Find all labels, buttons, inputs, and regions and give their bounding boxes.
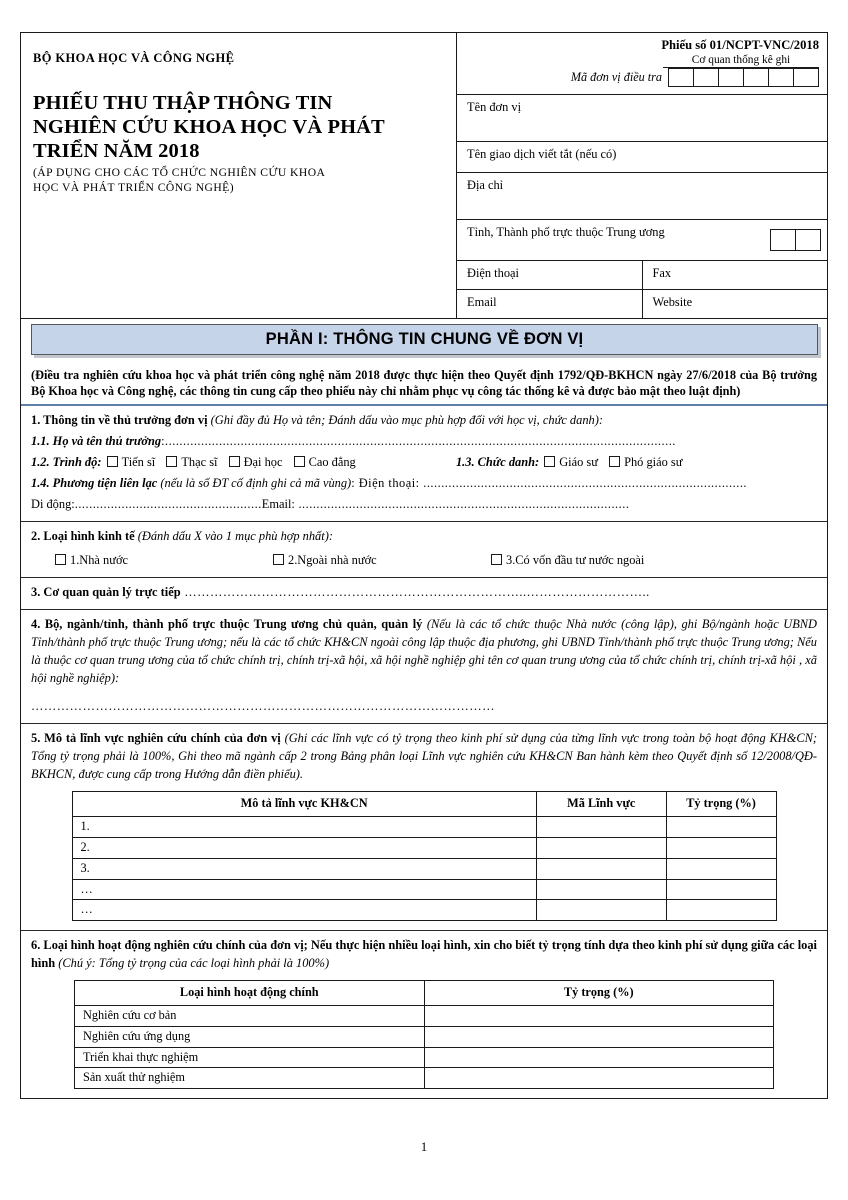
cell-activity-weight[interactable] [424,1005,774,1026]
degree-option-cao-dang[interactable] [292,454,356,472]
form-subtitle [33,166,451,195]
rank-option-label: Phó giáo sư [624,455,683,470]
section-3-heading [31,584,817,602]
unit-code-box[interactable] [793,68,819,87]
rank-option-label: Giáo sư [559,455,598,470]
degree-option-label: Cao đẳng [308,455,356,470]
section-6 [21,931,827,1098]
section-2-heading [31,528,817,546]
unit-fax-field[interactable] [643,261,828,289]
mobile-label: Di động: [31,497,75,512]
economic-option-foreign[interactable] [489,552,644,570]
unit-fax-label: Fax [652,266,672,280]
phone-fax-row [457,260,827,289]
page-number: 1 [420,1140,428,1154]
unit-code-row [457,68,827,94]
email-label: Email: [261,497,295,512]
economic-option-state[interactable] [53,552,271,570]
research-fields-table-body [72,817,776,921]
cell-field-description[interactable]: … [72,879,536,900]
table-row[interactable] [75,1068,774,1089]
email-website-row [457,289,827,318]
checkbox-icon[interactable] [491,554,502,565]
table-header-row [75,981,774,1006]
degree-option-label: Đại học [243,455,283,470]
province-code-box[interactable] [770,229,796,251]
col-field-description: Mô tả lĩnh vực KH&CN [72,792,536,817]
item-1-4-note: (nếu là số ĐT cố định ghi cả mã vùng) [160,476,352,491]
cell-activity-type: Nghiên cứu cơ bản [75,1005,425,1026]
section-4-answer-line[interactable] [31,698,817,716]
degree-option-thac-si[interactable] [164,454,217,472]
item-1-4-phone-dots: : Điện thoại: .......................................................................................... [351,476,748,491]
cell-field-code[interactable] [536,879,666,900]
form-frame [20,32,828,1099]
col-field-code: Mã Lĩnh vực [536,792,666,817]
unit-name-label: Tên đơn vị [467,100,522,114]
checkbox-icon[interactable] [107,456,118,467]
part1-banner [31,324,818,355]
email-dots: ............................................................................................ [294,497,630,512]
header-right-column [456,33,827,318]
unit-code-boxes[interactable] [668,68,819,87]
unit-code-box[interactable] [743,68,769,87]
section-5 [21,724,827,931]
activity-types-table-body [75,1005,774,1088]
form-number: Phiếu số 01/NCPT-VNC/2018 [661,38,819,52]
section-5-note: (Ghi các lĩnh vực có tỷ trọng theo kinh phí sử dụng của từng lĩnh vực trong toàn bộ hoạt động KH&CN; Tổng tỷ trọng phải là 100%, Ghi theo mã ngành cấp 2 trong Bảng phân loại Lĩnh vực nghiên cứu KH&CN Ban hành kèm theo Quyết định số 12/2008/QĐ-BKHCN, được cung cấp trong Hướng dẫn điền phiếu). [31,731,817,782]
economic-type-options [31,552,817,570]
research-fields-table [72,791,777,921]
checkbox-icon[interactable] [273,554,284,565]
checkbox-icon[interactable] [294,456,305,467]
unit-address-label: Địa chỉ [467,178,504,192]
unit-short-name-field[interactable] [457,141,827,172]
cell-activity-type: Triển khai thực nghiệm [75,1047,425,1068]
cell-field-code[interactable] [536,817,666,838]
cell-field-code[interactable] [536,900,666,921]
checkbox-icon[interactable] [166,456,177,467]
item-1-2-label: 1.2. Trình độ: [31,455,102,470]
table-row[interactable] [72,817,776,838]
col-activity-weight: Tỷ trọng (%) [424,981,774,1006]
section-3[interactable] [21,578,827,610]
form-title-line-1: PHIẾU THU THẬP THÔNG TIN [33,92,333,114]
checkbox-icon[interactable] [55,554,66,565]
rank-option-pho-giao-su[interactable] [607,454,682,472]
part1-banner-label: PHẦN I: THÔNG TIN CHUNG VỀ ĐƠN VỊ [265,330,584,348]
table-row[interactable] [75,1026,774,1047]
item-1-1-dots: :.............................................................................................................................................. [161,434,676,449]
table-row[interactable] [72,879,776,900]
unit-website-label: Website [652,295,693,309]
section-2-title: 2. Loại hình kinh tế [31,529,135,544]
part1-banner-wrap [21,319,827,363]
degree-option-label: Thạc sĩ [181,455,218,470]
economic-option-label: 3.Có vốn đầu tư nước ngoài [506,553,645,568]
stat-agency-note: Cơ quan thống kê ghi [663,54,819,68]
section-6-note: (Chú ý: Tổng tỷ trọng của các loại hình phải là 100%) [58,956,330,971]
table-row[interactable] [75,1005,774,1026]
unit-code-box[interactable] [768,68,794,87]
section-4-heading [31,616,817,688]
mobile-dots: .................................................... [74,497,262,512]
cell-field-weight[interactable] [666,858,776,879]
cell-field-weight[interactable] [666,900,776,921]
form-title [33,92,451,163]
unit-phone-label: Điện thoại [467,266,519,280]
part1-note: (Điều tra nghiên cứu khoa học và phát triển công nghệ năm 2018 được thực hiện theo Quyết định 1792/QĐ-BKHCN ngày 27/6/2018 của Bộ trưởng Bộ Khoa học và Công nghệ, các thông tin cung cấp theo phiếu này chỉ nhằm phục vụ công tác thống kê và được bảo mật theo luật định) [21,363,827,406]
col-field-weight: Tỷ trọng (%) [666,792,776,817]
cell-field-code[interactable] [536,858,666,879]
section-1-heading [31,412,817,430]
col-activity-type: Loại hình hoạt động chính [75,981,425,1006]
cell-activity-weight[interactable] [424,1026,774,1047]
cell-activity-weight[interactable] [424,1068,774,1089]
item-1-1-label: 1.1. Họ và tên thủ trưởng [31,434,162,449]
cell-activity-type: Nghiên cứu ứng dụng [75,1026,425,1047]
activity-types-table [74,980,774,1089]
table-row[interactable] [72,858,776,879]
form-title-line-3: TRIỂN NĂM 2018 [33,139,200,162]
table-row[interactable] [72,900,776,921]
unit-province-field[interactable] [457,219,827,260]
section-2-note: (Đánh dấu X vào 1 mục phù hợp nhất): [137,529,333,544]
section-1-item-1-4-second[interactable] [31,496,817,514]
item-1-4-label: 1.4. Phương tiện liên lạc [31,476,158,491]
section-4-blank-dots: ……………………………………………………………………………………………… [31,699,496,714]
header-left-column [21,33,457,205]
unit-code-label: Mã đơn vị điều tra [570,70,662,84]
stat-agency-row [457,54,827,68]
item-1-3-label: 1.3. Chức danh: [455,455,540,470]
section-5-heading [31,730,817,784]
unit-code-box[interactable] [693,68,719,87]
checkbox-icon[interactable] [609,456,620,467]
form-subtitle-line-1: (ÁP DỤNG CHO CÁC TỔ CHỨC NGHIÊN CỨU KHOA [33,166,326,180]
section-4 [21,610,827,724]
section-6-heading [31,937,817,973]
section-3-dots: ……………………………………………………………………..……………………….. [180,585,650,600]
economic-option-non-state[interactable] [271,552,489,570]
form-header [21,33,827,319]
cell-activity-weight[interactable] [424,1047,774,1068]
table-row[interactable] [72,837,776,858]
section-1-item-1-1[interactable] [31,433,817,451]
checkbox-icon[interactable] [544,456,555,467]
section-1-note: (Ghi đầy đủ Họ và tên; Đánh dấu vào mục phù hợp đối với học vị, chức danh): [210,413,603,428]
economic-option-label: 1.Nhà nước [70,553,128,568]
form-title-line-2: NGHIÊN CỨU KHOA HỌC VÀ PHÁT [33,115,385,138]
section-4-title: 4. Bộ, ngành/tỉnh, thành phố trực thuộc Trung ương chủ quản, quản lý [31,617,423,632]
province-code-boxes[interactable] [770,229,821,251]
cell-field-description[interactable]: 3. [72,858,536,879]
unit-website-field[interactable] [643,290,828,318]
section-1-title: 1. Thông tin về thủ trưởng đơn vị [31,413,208,428]
cell-activity-type: Sản xuất thử nghiệm [75,1068,425,1089]
section-6-title: 6. Loại hình hoạt động nghiên cứu chính của đơn vị; Nếu thực hiện nhiều loại hình, xin cho biết tỷ trọng tính dựa theo kinh phí sử dụng giữa các loại hình [31,938,817,971]
checkbox-icon[interactable] [229,456,240,467]
cell-field-description[interactable]: 1. [72,817,536,838]
cell-field-description[interactable]: 2. [72,837,536,858]
unit-email-field[interactable] [457,290,643,318]
cell-field-weight[interactable] [666,837,776,858]
section-1-item-1-4[interactable] [31,475,817,493]
rank-option-giao-su[interactable] [542,454,598,472]
table-row[interactable] [75,1047,774,1068]
section-5-title: 5. Mô tả lĩnh vực nghiên cứu chính của đơn vị [31,731,281,746]
section-3-title: 3. Cơ quan quản lý trực tiếp [31,585,181,600]
unit-email-label: Email [467,295,497,309]
ministry-name: BỘ KHOA HỌC VÀ CÔNG NGHỆ [33,51,235,65]
degree-option-label: Tiến sĩ [121,455,156,470]
section-2 [21,522,827,578]
degree-option-dai-hoc[interactable] [227,454,283,472]
section-1-item-1-2-row [31,454,817,472]
unit-province-label: Tỉnh, Thành phố trực thuộc Trung ương [467,225,665,239]
section-4-note: (Nếu là các tổ chức thuộc Nhà nước (công lập), ghi Bộ/ngành hoặc UBND Tỉnh/thành phố trực thuộc Trung ương; nếu là các tổ chức KH&CN ngoài công lập thuộc địa phương, ghi UBND Tỉnh/thành phố trực thuộc Trung ương; Nếu là thuộc cơ quan trung ương của tổ chức chính trị, chính trị-xã hội, xã hội nghề nghiệp ghi tên cơ quan trung ương của tổ chức chính trị, chính trị-xã hội , xã hội nghề nghiệp): [31,617,817,686]
province-code-box[interactable] [795,229,821,251]
cell-field-code[interactable] [536,837,666,858]
degree-option-tien-si[interactable] [105,454,156,472]
unit-code-box[interactable] [668,68,694,87]
unit-code-box[interactable] [718,68,744,87]
section-1 [21,406,827,522]
form-subtitle-line-2: HỌC VÀ PHÁT TRIỂN CÔNG NGHỆ) [33,180,235,194]
unit-phone-field[interactable] [457,261,643,289]
cell-field-weight[interactable] [666,879,776,900]
table-header-row [72,792,776,817]
unit-name-field[interactable] [457,94,827,141]
unit-short-name-label: Tên giao dịch viết tắt (nếu có) [467,147,617,161]
unit-address-field[interactable] [457,172,827,219]
economic-option-label: 2.Ngoài nhà nước [288,553,377,568]
cell-field-description[interactable]: … [72,900,536,921]
cell-field-weight[interactable] [666,817,776,838]
